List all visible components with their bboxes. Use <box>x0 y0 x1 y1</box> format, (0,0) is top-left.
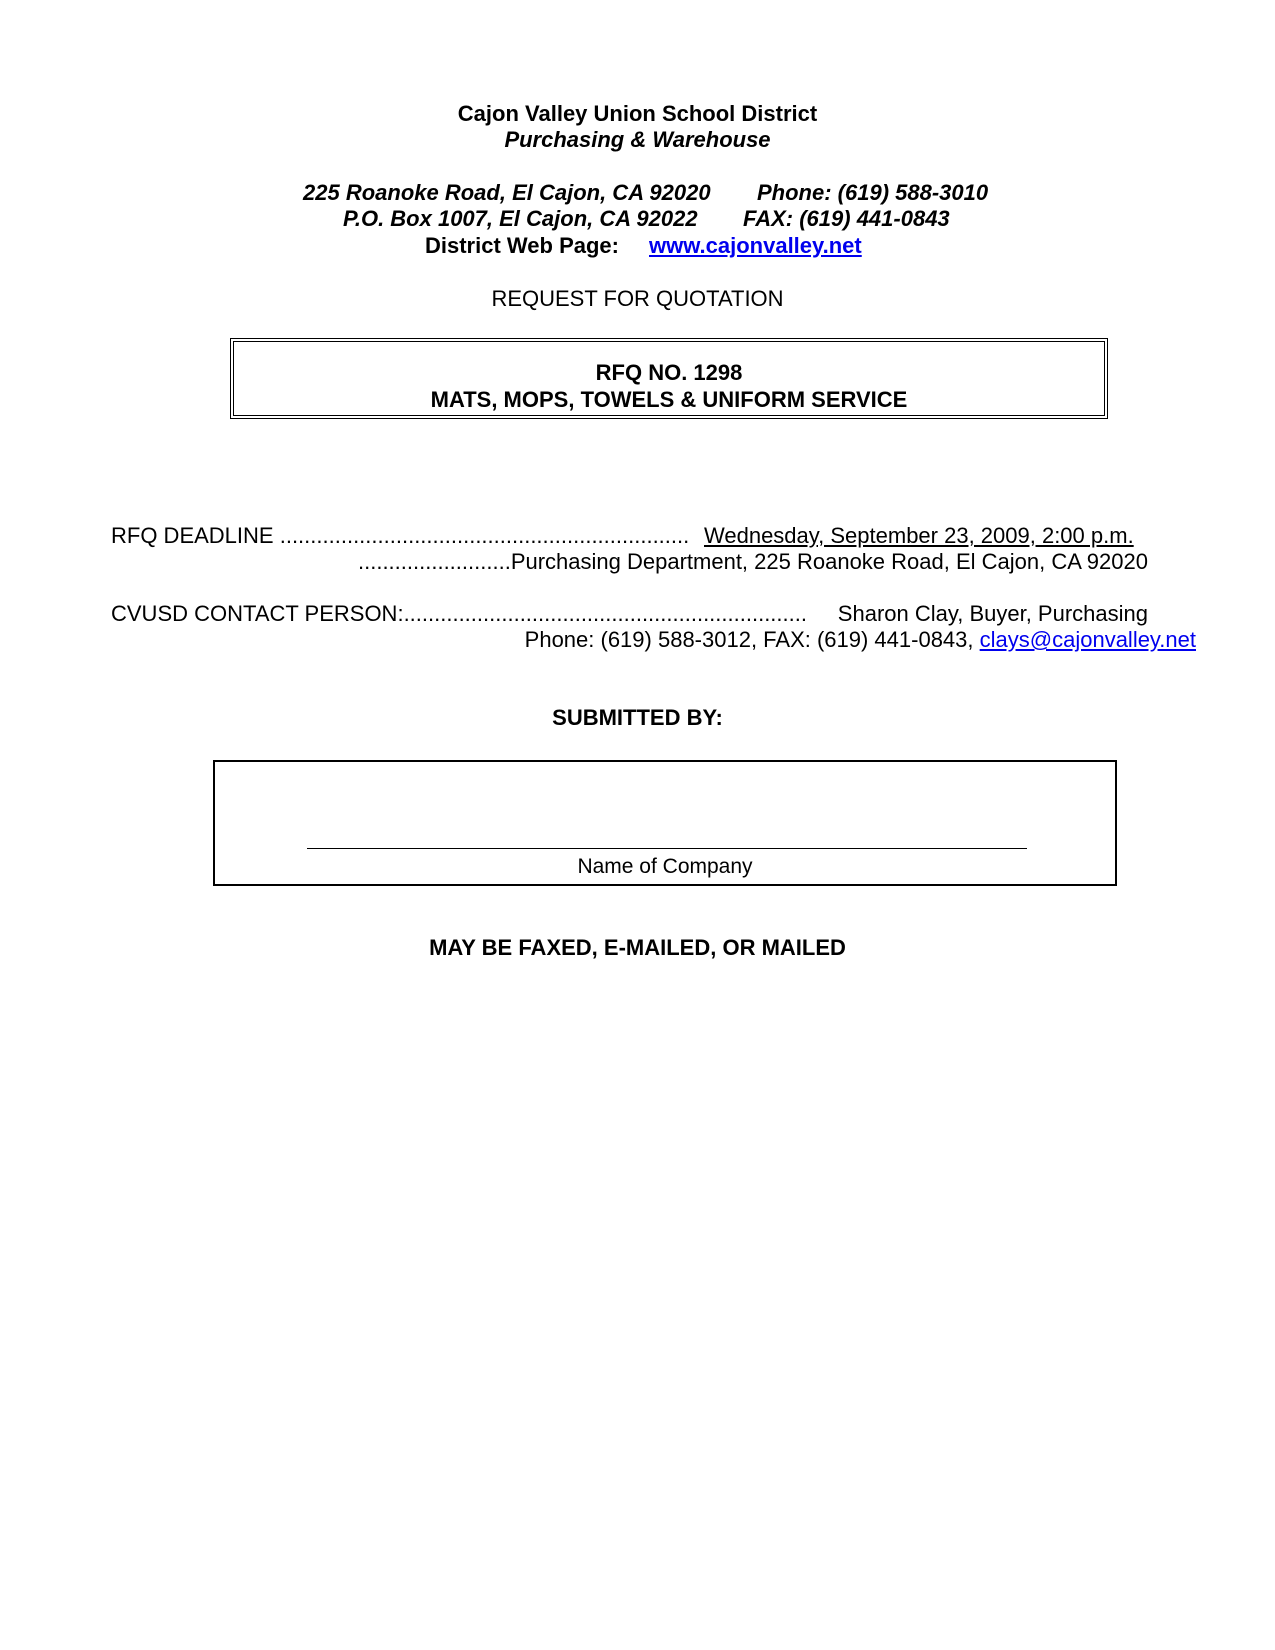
contact-email-link[interactable]: clays@cajonvalley.net <box>979 627 1196 652</box>
contact-name: Sharon Clay, Buyer, Purchasing <box>837 601 1148 626</box>
submission-methods-note: MAY BE FAXED, E-MAILED, OR MAILED <box>429 935 846 960</box>
document-type: REQUEST FOR QUOTATION <box>491 286 784 311</box>
department-name: Purchasing & Warehouse <box>504 127 771 152</box>
rfq-subject: MATS, MOPS, TOWELS & UNIFORM SERVICE <box>430 387 908 412</box>
company-signature-line[interactable] <box>307 848 1027 849</box>
deadline-label-text: RFQ DEADLINE <box>111 523 274 548</box>
submitted-by-heading: SUBMITTED BY: <box>552 705 723 730</box>
rfq-title-box <box>230 338 1108 419</box>
district-name: Cajon Valley Union School District <box>457 101 818 126</box>
contact-label <box>111 601 807 627</box>
contact-leader-dots: .................................................................. <box>403 601 807 626</box>
deadline-date: Wednesday, September 23, 2009, 2:00 p.m. <box>704 523 1134 548</box>
web-page-link[interactable]: www.cajonvalley.net <box>649 233 862 258</box>
deadline-label <box>111 523 689 549</box>
fax-number: FAX: (619) 441-0843 <box>743 206 950 231</box>
deadline-location: Purchasing Department, 225 Roanoke Road, El Cajon, CA 92020 <box>510 549 1148 574</box>
deadline-location-dots: ......................... <box>358 549 511 574</box>
deadline-location-line <box>358 549 1148 575</box>
rfq-number: RFQ NO. 1298 <box>595 360 743 385</box>
street-address: 225 Roanoke Road, El Cajon, CA 92020 <box>303 180 711 205</box>
deadline-leader-dots: ................................................................... <box>279 523 690 548</box>
contact-label-text: CVUSD CONTACT PERSON: <box>111 601 404 626</box>
contact-phone-fax: Phone: (619) 588-3012, FAX: (619) 441-0843, <box>524 627 980 652</box>
po-box-address: P.O. Box 1007, El Cajon, CA 92022 <box>343 206 698 231</box>
phone-number: Phone: (619) 588-3010 <box>757 180 989 205</box>
web-page-label: District Web Page: <box>425 233 619 258</box>
contact-details <box>525 627 1196 653</box>
company-name-box <box>213 760 1117 886</box>
company-name-label: Name of Company <box>577 855 753 878</box>
